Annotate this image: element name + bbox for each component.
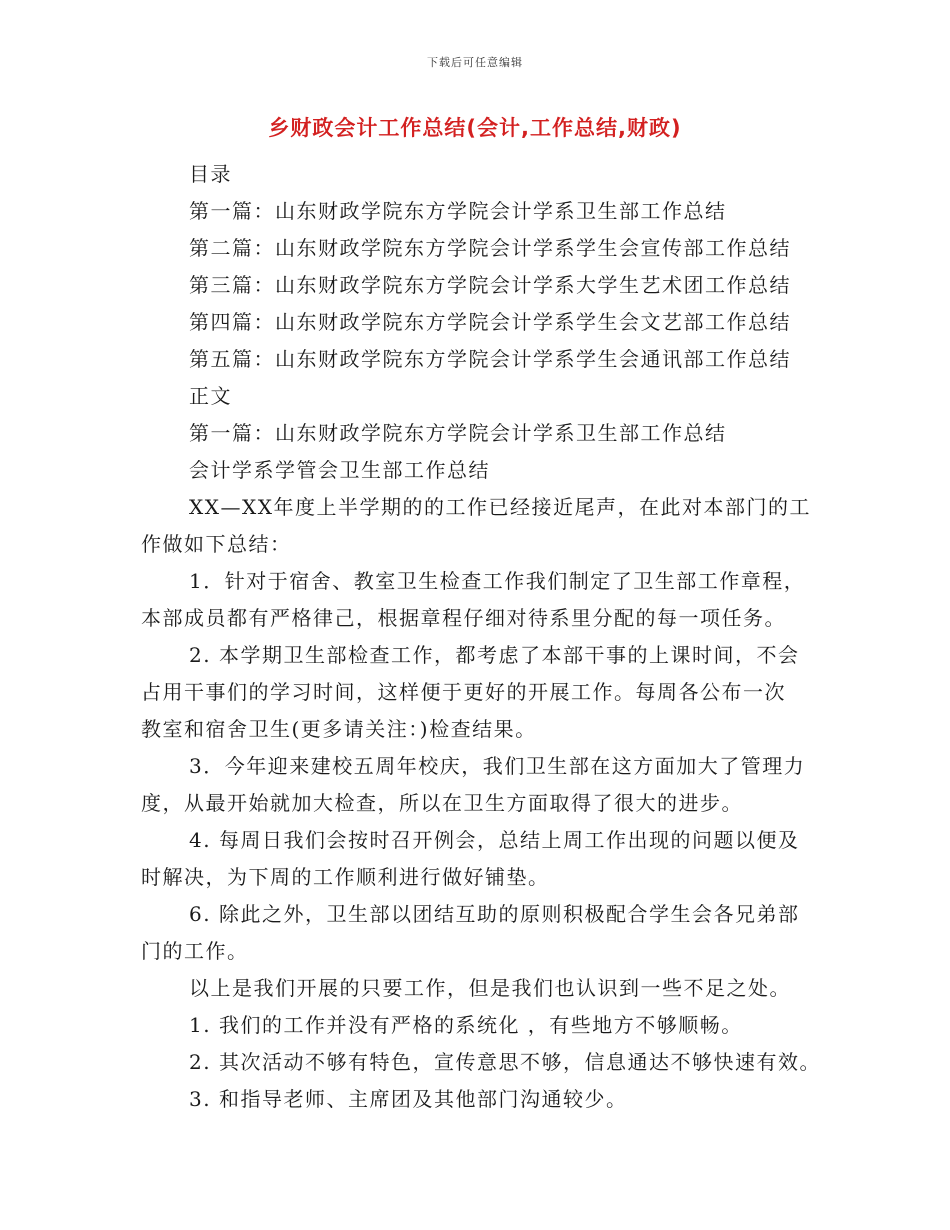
list-item: 1. 我们的工作并没有严格的系统化 ，有些地方不够顺畅。: [189, 1013, 743, 1037]
paragraph-line: 作做如下总结：: [141, 532, 292, 556]
paragraph-line: 门的工作。: [141, 939, 249, 963]
toc-item: 第三篇：山东财政学院东方学院会计学系大学生艺术团工作总结: [189, 273, 791, 297]
toc-item: 第一篇：山东财政学院东方学院会计学系卫生部工作总结: [189, 199, 727, 223]
list-item: 3. 和指导老师、主席团及其他部门沟通较少。: [189, 1087, 628, 1111]
paragraph-line: 时解决，为下周的工作顺利进行做好铺垫。: [141, 865, 550, 889]
subsection-heading: 会计学系学管会卫生部工作总结: [189, 458, 490, 482]
paragraph-line: 3．今年迎来建校五周年校庆，我们卫生部在这方面加大了管理力: [189, 754, 806, 778]
paragraph-line: XX—XX年度上半学期的的工作已经接近尾声，在此对本部门的工: [189, 495, 811, 519]
paragraph-line: 1．针对于宿舍、教室卫生检查工作我们制定了卫生部工作章程，: [189, 569, 806, 593]
paragraph-line: 度，从最开始就加大检查，所以在卫生方面取得了很大的进步。: [141, 791, 743, 815]
paragraph-line: 2. 本学期卫生部检查工作，都考虑了本部干事的上课时间，不会: [189, 643, 800, 667]
paragraph-line: 4. 每周日我们会按时召开例会，总结上周工作出现的问题以便及: [189, 828, 800, 852]
header-note: 下载后可任意编辑: [427, 56, 523, 69]
toc-item: 第二篇：山东财政学院东方学院会计学系学生会宣传部工作总结: [189, 236, 791, 260]
body-heading: 正文: [189, 384, 232, 408]
toc-heading: 目录: [189, 162, 232, 186]
paragraph-line: 本部成员都有严格律己，根据章程仔细对待系里分配的每一项任务。: [141, 606, 786, 630]
toc-item: 第五篇：山东财政学院东方学院会计学系学生会通讯部工作总结: [189, 347, 791, 371]
list-item: 2. 其次活动不够有特色，宣传意思不够，信息通达不够快速有效。: [189, 1050, 821, 1074]
section-heading: 第一篇：山东财政学院东方学院会计学系卫生部工作总结: [189, 421, 727, 445]
document-title: 乡财政会计工作总结(会计,工作总结,财政): [268, 116, 682, 140]
paragraph-line: 6. 除此之外，卫生部以团结互助的原则积极配合学生会各兄弟部: [189, 902, 800, 926]
toc-item: 第四篇：山东财政学院东方学院会计学系学生会文艺部工作总结: [189, 310, 791, 334]
paragraph-line: 教室和宿舍卫生(更多请关注：)检查结果。: [141, 717, 537, 741]
paragraph-line: 以上是我们开展的只要工作，但是我们也认识到一些不足之处。: [189, 976, 791, 1000]
paragraph-line: 占用干事们的学习时间，这样便于更好的开展工作。每周各公布一次: [141, 680, 786, 704]
